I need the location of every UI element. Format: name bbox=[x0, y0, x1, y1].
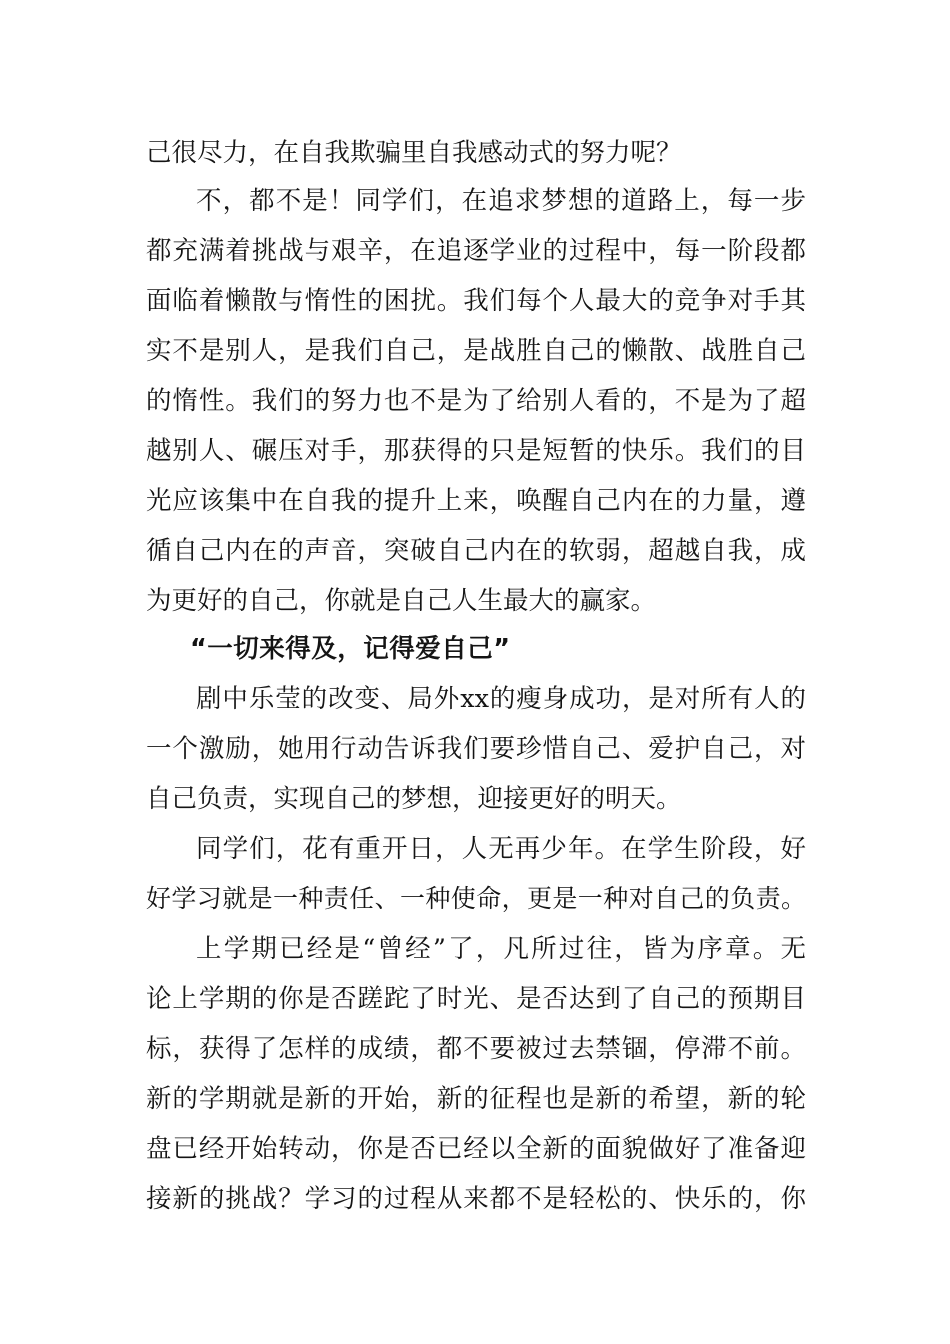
paragraph-line: 不，都不是！同学们，在追求梦想的道路上，每一步 bbox=[196, 186, 806, 216]
paragraph-line: 好学习就是一种责任、一种使命，更是一种对自己的负责。 bbox=[146, 884, 806, 913]
paragraph-line: 自己负责，实现自己的梦想，迎接更好的明天。 bbox=[146, 784, 682, 814]
paragraph-line: 己很尽力，在自我欺骗里自我感动式的努力呢？ bbox=[146, 138, 682, 168]
paragraph-line: 接新的挑战？学习的过程从来都不是轻松的、快乐的，你 bbox=[146, 1184, 806, 1214]
paragraph-line: 一个激励，她用行动告诉我们要珍惜自己、爱护自己，对 bbox=[146, 734, 806, 764]
paragraph-line: 上学期已经是“曾经”了，凡所过往，皆为序章。无 bbox=[196, 934, 806, 964]
section-heading: “一切来得及，记得爱自己” bbox=[190, 634, 511, 664]
paragraph-line: 新的学期就是新的开始，新的征程也是新的希望，新的轮 bbox=[146, 1084, 806, 1114]
paragraph-line: 都充满着挑战与艰辛，在追逐学业的过程中，每一阶段都 bbox=[146, 236, 806, 266]
paragraph-line: 面临着懒散与惰性的困扰。我们每个人最大的竞争对手其 bbox=[146, 286, 806, 316]
paragraph-line: 光应该集中在自我的提升上来，唤醒自己内在的力量，遵 bbox=[146, 486, 806, 516]
paragraph-line: 为更好的自己，你就是自己人生最大的赢家。 bbox=[146, 586, 657, 616]
paragraph-line: 剧中乐莹的改变、局外xx的瘦身成功，是对所有人的 bbox=[196, 684, 806, 714]
paragraph-line: 论上学期的你是否蹉跎了时光、是否达到了自己的预期目 bbox=[146, 984, 806, 1014]
paragraph-line: 循自己内在的声音，突破自己内在的软弱，超越自我，成 bbox=[146, 536, 806, 566]
paragraph-line: 盘已经开始转动，你是否已经以全新的面貌做好了准备迎 bbox=[146, 1134, 806, 1164]
paragraph-line: 同学们，花有重开日，人无再少年。在学生阶段，好 bbox=[196, 834, 806, 864]
paragraph-line: 的惰性。我们的努力也不是为了给别人看的，不是为了超 bbox=[146, 386, 806, 416]
paragraph-line: 标，获得了怎样的成绩，都不要被过去禁锢，停滞不前。 bbox=[146, 1034, 806, 1064]
paragraph-line: 越别人、碾压对手，那获得的只是短暂的快乐。我们的目 bbox=[146, 436, 806, 466]
paragraph-line: 实不是别人，是我们自己，是战胜自己的懒散、战胜自己 bbox=[146, 336, 806, 366]
